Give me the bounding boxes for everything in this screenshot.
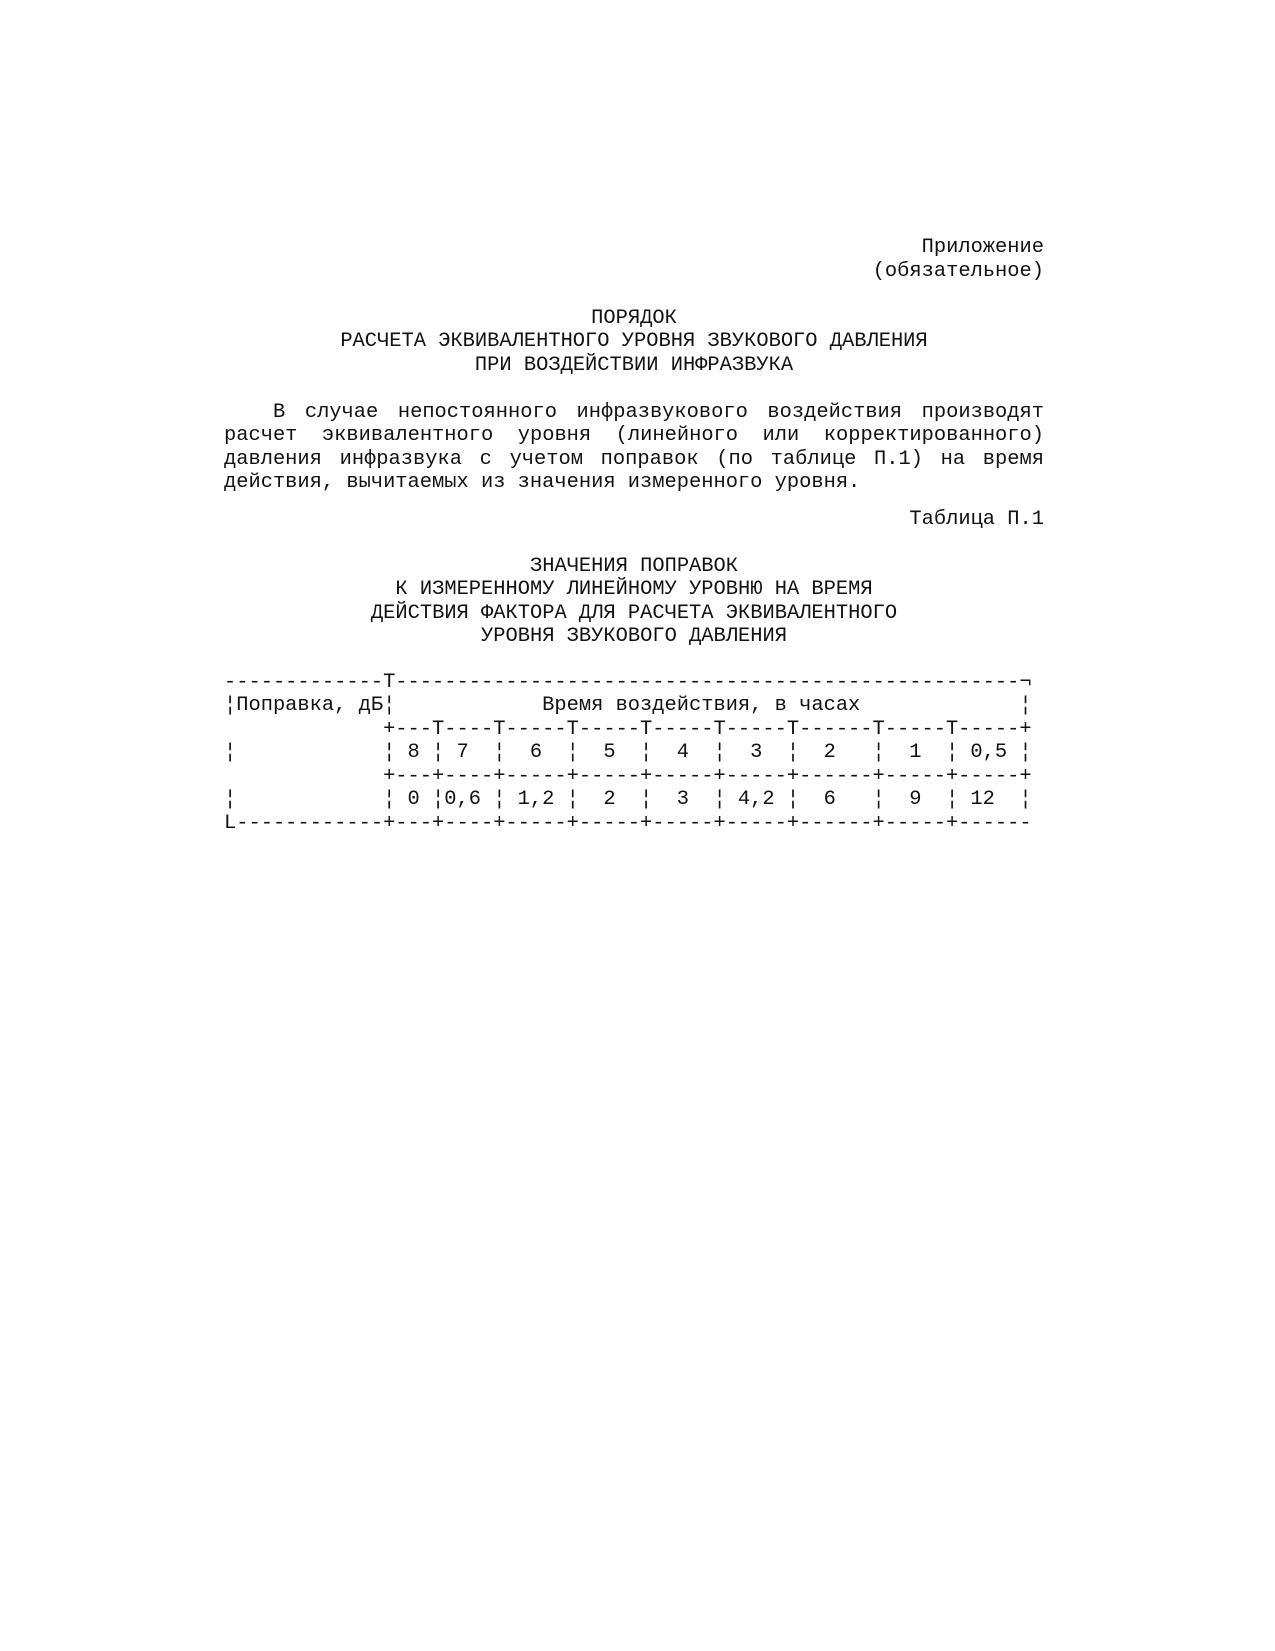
table-hours-row: ¦ ¦ 8 ¦ 7 ¦ 6 ¦ 5 ¦ 4 ¦ 3 ¦ 2 ¦ 1 ¦ 0,5 ¦ xyxy=(224,741,1032,764)
corrections-table xyxy=(224,671,1044,836)
table-label: Таблица П.1 xyxy=(909,507,1044,531)
table-separator-1: +---T----T-----T-----T-----T-----T------T-----T-----+ xyxy=(224,717,1032,741)
appendix-status: (обязательное) xyxy=(872,259,1044,283)
table-separator-2: +---+----+-----+-----+-----+-----+------+-----+-----+ xyxy=(224,764,1032,788)
table-corrections-row: ¦ ¦ 0 ¦0,6 ¦ 1,2 ¦ 2 ¦ 3 ¦ 4,2 ¦ 6 ¦ 9 ¦ 12 ¦ xyxy=(224,788,1032,811)
table-title-line-3: ДЕЙСТВИЯ ФАКТОРА ДЛЯ РАСЧЕТА ЭКВИВАЛЕНТНОГО xyxy=(370,601,898,625)
table-title-line-2: К ИЗМЕРЕННОМУ ЛИНЕЙНОМУ УРОВНЮ НА ВРЕМЯ xyxy=(395,578,873,601)
appendix-label: Приложение xyxy=(921,236,1044,259)
table-title-line-1: ЗНАЧЕНИЯ ПОПРАВОК xyxy=(529,554,739,578)
title-line-3: ПРИ ВОЗДЕЙСТВИИ ИНФРАЗВУКА xyxy=(474,353,794,377)
body-paragraph xyxy=(224,401,1044,495)
document-page xyxy=(224,236,1044,835)
title-line-2: РАСЧЕТА ЭКВИВАЛЕНТНОГО УРОВНЯ ЗВУКОВОГО ДАВЛЕНИЯ xyxy=(340,330,928,353)
title-line-1: ПОРЯДОК xyxy=(591,306,677,330)
table-header-row: ¦Поправка, дБ¦ Время воздействия, в часах ¦ xyxy=(224,694,1032,717)
table-border-top: -------------T---------------------------------------------------¬ xyxy=(224,670,1032,694)
paragraph-text: В случае непостоянного инфразвукового воздействия производят расчет эквивалентного уровня (линейного или корректированного) давления инфразвука с учетом поправок (по таблице П.1) на время действия, вычитаемых из значения измеренного уровня. xyxy=(224,400,1044,494)
table-title-line-4: УРОВНЯ ЗВУКОВОГО ДАВЛЕНИЯ xyxy=(481,625,787,648)
table-border-bottom: L------------+---+----+-----+-----+-----+-----+------+-----+------ xyxy=(224,811,1032,835)
